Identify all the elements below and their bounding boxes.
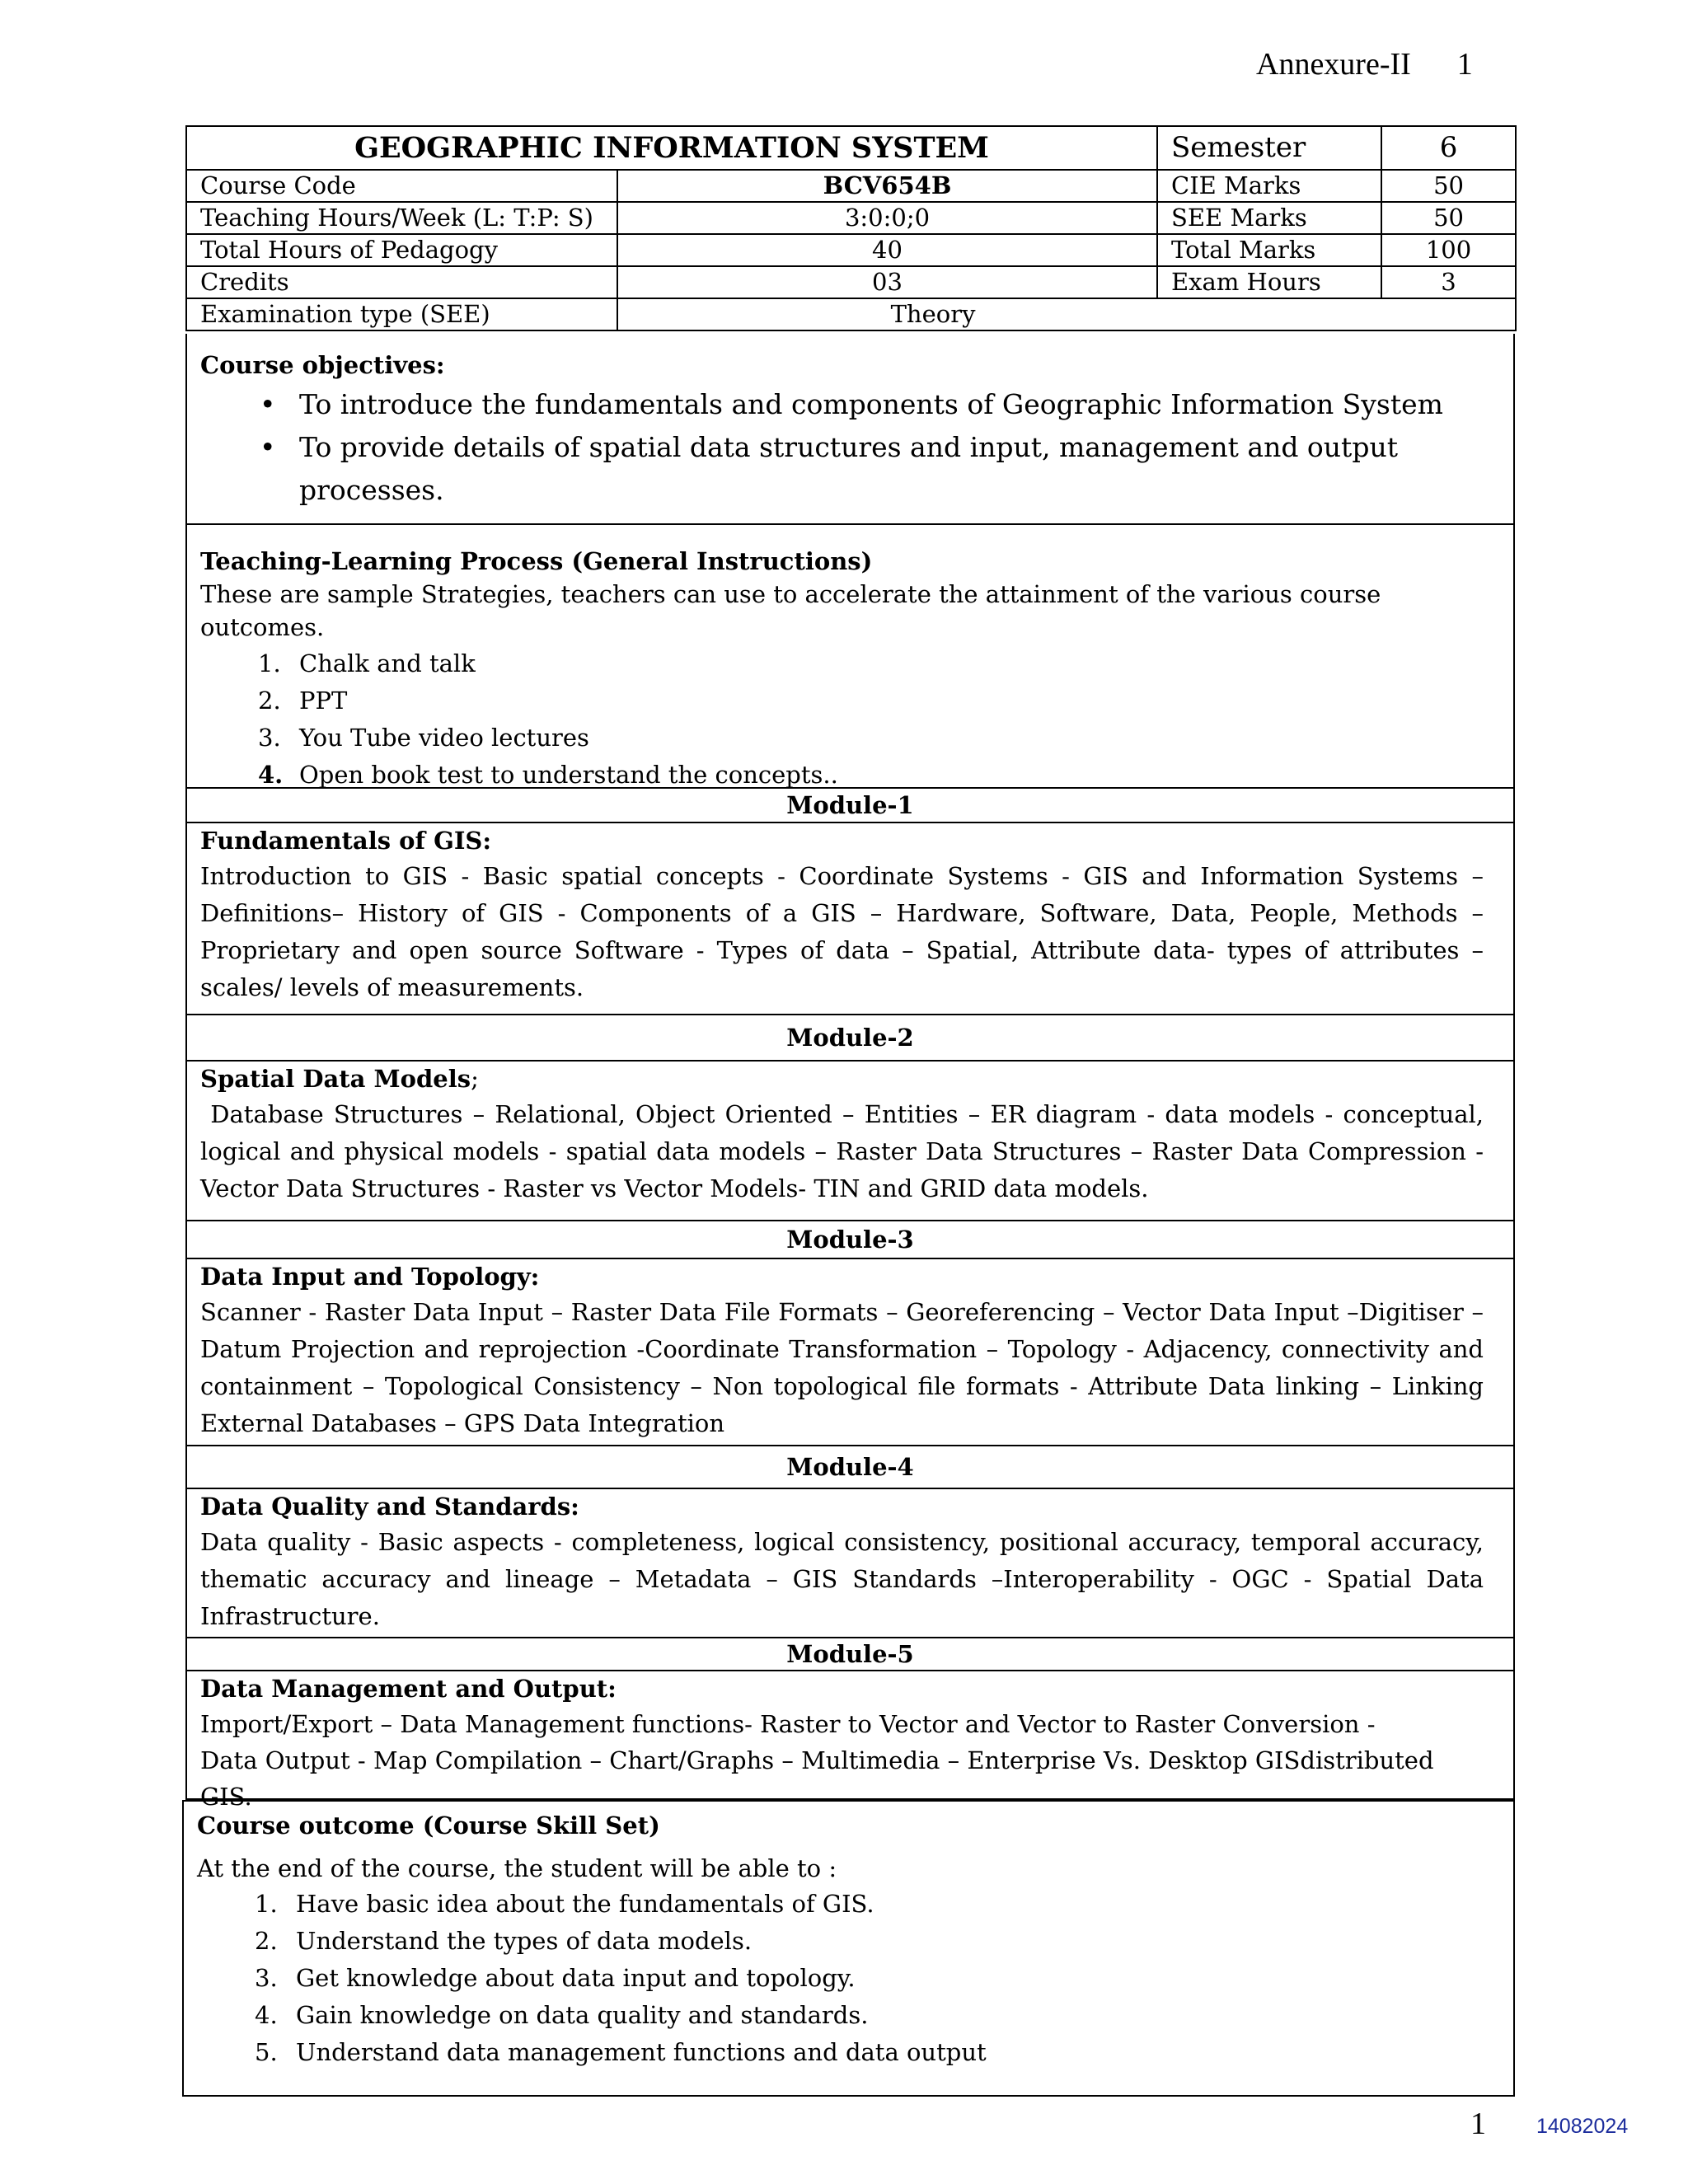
list-item: [260, 426, 1484, 512]
module-heading: Data Management and Output:: [200, 1675, 617, 1703]
item-number: 2.: [255, 1927, 278, 1955]
outcome-intro: At the end of the course, the student will be able to :: [197, 1854, 837, 1882]
module-heading: Data Input and Topology:: [200, 1263, 540, 1291]
module-heading: Spatial Data Models: [200, 1065, 471, 1093]
item-text: Have basic idea about the fundamentals of GIS.: [296, 1890, 874, 1918]
module-heading: Fundamentals of GIS:: [200, 827, 492, 855]
item-number: 4.: [255, 2001, 278, 2029]
module-3-section: [185, 1221, 1515, 1446]
course-code-value: BCV654B: [617, 170, 1157, 202]
teaching-learning-section: [185, 525, 1515, 789]
row-label: Total Hours of Pedagogy: [186, 234, 617, 266]
bullet-icon: •: [260, 431, 276, 463]
course-objectives-section: [185, 334, 1515, 525]
module-body: Data quality - Basic aspects - completeness, logical consistency, positional accuracy, temporal accuracy, thematic accuracy and lineage – Metadata – GIS Standards –Interoperability - OGC - Spatial Data Infrastructure.: [200, 1528, 1484, 1630]
exam-type-value: Theory: [617, 298, 1516, 330]
row-right-value: 50: [1381, 170, 1516, 202]
annexure-header: [1256, 46, 1473, 82]
row-right-label: SEE Marks: [1157, 202, 1381, 234]
module-5-section: [185, 1638, 1515, 1811]
table-row: [186, 266, 1516, 298]
bullet-icon: •: [260, 388, 276, 420]
objectives-list: [200, 383, 1484, 512]
row-label: Course Code: [186, 170, 617, 202]
footer-page-number: 1: [1470, 2107, 1486, 2141]
module-heading-line: [200, 1062, 1484, 1096]
semester-value: 6: [1381, 126, 1516, 170]
row-right-value: 100: [1381, 234, 1516, 266]
module-title: Module-4: [187, 1446, 1513, 1489]
course-outcome-section: [182, 1800, 1515, 2097]
list-item: [255, 1886, 1484, 1923]
module-2-section: [185, 1015, 1515, 1221]
item-text: You Tube video lectures: [299, 724, 589, 752]
table-row: [186, 234, 1516, 266]
item-text: PPT: [299, 687, 348, 715]
exam-type-label: Examination type (SEE): [186, 298, 617, 330]
list-item: [255, 2034, 1484, 2071]
module-body-line: Import/Export – Data Management functions- Raster to Vector and Vector to Raster Conversion -: [200, 1710, 1376, 1738]
list-item: [258, 719, 1484, 757]
module-body: Database Structures – Relational, Object Oriented – Entities – ER diagram - data models - conceptual, logical and physical models - spatial data models – Raster Data Structures – Raster Data Compression - Vector Data Structures - Raster vs Vector Models- TIN and GRID data models.: [200, 1100, 1492, 1202]
row-right-label: CIE Marks: [1157, 170, 1381, 202]
row-value: 03: [617, 266, 1157, 298]
module-heading: Data Quality and Standards:: [200, 1493, 579, 1521]
semester-label: Semester: [1157, 126, 1381, 170]
table-row: [186, 170, 1516, 202]
item-number: 1.: [258, 649, 281, 677]
item-text: Understand data management functions and data output: [296, 2038, 987, 2066]
objectives-heading: Course objectives:: [200, 351, 445, 379]
item-text: Open book test to understand the concepts..: [299, 761, 838, 789]
module-body-line: Data Output - Map Compilation – Chart/Graphs – Multimedia – Enterprise Vs. Desktop GISdistributed GIS.: [200, 1746, 1434, 1811]
row-right-label: Total Marks: [1157, 234, 1381, 266]
annexure-label: Annexure-II: [1256, 47, 1411, 82]
module-body: Introduction to GIS - Basic spatial concepts - Coordinate Systems - GIS and Information Systems – Definitions– History of GIS - Components of a GIS – Hardware, Software, Data, People, Methods – Proprietary and open source Software - Types of data – Spatial, Attribute data- types of attributes – scales/ levels of measurements.: [200, 862, 1484, 1001]
module-title: Module-2: [187, 1015, 1513, 1062]
header-page-number: 1: [1456, 47, 1473, 82]
teaching-heading: Teaching-Learning Process (General Instructions): [200, 547, 873, 575]
footer-doc-code: 14082024: [1536, 2115, 1629, 2138]
table-row: [186, 298, 1516, 330]
module-title: Module-5: [187, 1638, 1513, 1671]
course-title-row: [186, 126, 1516, 170]
table-row: [186, 202, 1516, 234]
list-item: [255, 1997, 1484, 2034]
item-number: 1.: [255, 1890, 278, 1918]
item-text: Chalk and talk: [299, 649, 476, 677]
course-info-table: [185, 125, 1517, 331]
item-number: 3.: [258, 724, 281, 752]
module-title: Module-1: [187, 789, 1513, 823]
row-right-label: Exam Hours: [1157, 266, 1381, 298]
item-number: 2.: [258, 687, 281, 715]
course-title: GEOGRAPHIC INFORMATION SYSTEM: [186, 126, 1157, 170]
teaching-list: [200, 645, 1484, 794]
row-value: 3:0:0;0: [617, 202, 1157, 234]
list-item: [258, 682, 1484, 719]
module-4-section: [185, 1446, 1515, 1638]
item-text: Gain knowledge on data quality and standards.: [296, 2001, 869, 2029]
row-right-value: 50: [1381, 202, 1516, 234]
teaching-intro: These are sample Strategies, teachers can use to accelerate the attainment of the various course outcomes.: [200, 580, 1381, 641]
module-title: Module-3: [187, 1221, 1513, 1259]
item-number: 3.: [255, 1964, 278, 1992]
list-item: [258, 645, 1484, 682]
row-label: Credits: [186, 266, 617, 298]
module-body: Scanner - Raster Data Input – Raster Data File Formats – Georeferencing – Vector Data Input –Digitiser – Datum Projection and reprojection -Coordinate Transformation – Topology - Adjacency, connectivity and containment – Topological Consistency – Non topological file formats - Attribute Data linking – Linking External Databases – GPS Data Integration: [200, 1298, 1484, 1437]
item-number: 4.: [258, 761, 284, 789]
objective-text: To introduce the fundamentals and components of Geographic Information System: [299, 388, 1443, 420]
list-item: [260, 383, 1484, 426]
item-text: Understand the types of data models.: [296, 1927, 753, 1955]
item-text: Get knowledge about data input and topology.: [296, 1964, 856, 1992]
heading-suffix: ;: [471, 1065, 479, 1093]
objective-text: To provide details of spatial data structures and input, management and output processes.: [299, 431, 1398, 506]
list-item: [255, 1923, 1484, 1960]
row-label: Teaching Hours/Week (L: T:P: S): [186, 202, 617, 234]
outcome-list: [197, 1886, 1484, 2071]
module-1-section: [185, 789, 1515, 1015]
item-number: 5.: [255, 2038, 278, 2066]
row-value: 40: [617, 234, 1157, 266]
list-item: [255, 1960, 1484, 1997]
outcome-heading: Course outcome (Course Skill Set): [197, 1811, 660, 1840]
row-right-value: 3: [1381, 266, 1516, 298]
